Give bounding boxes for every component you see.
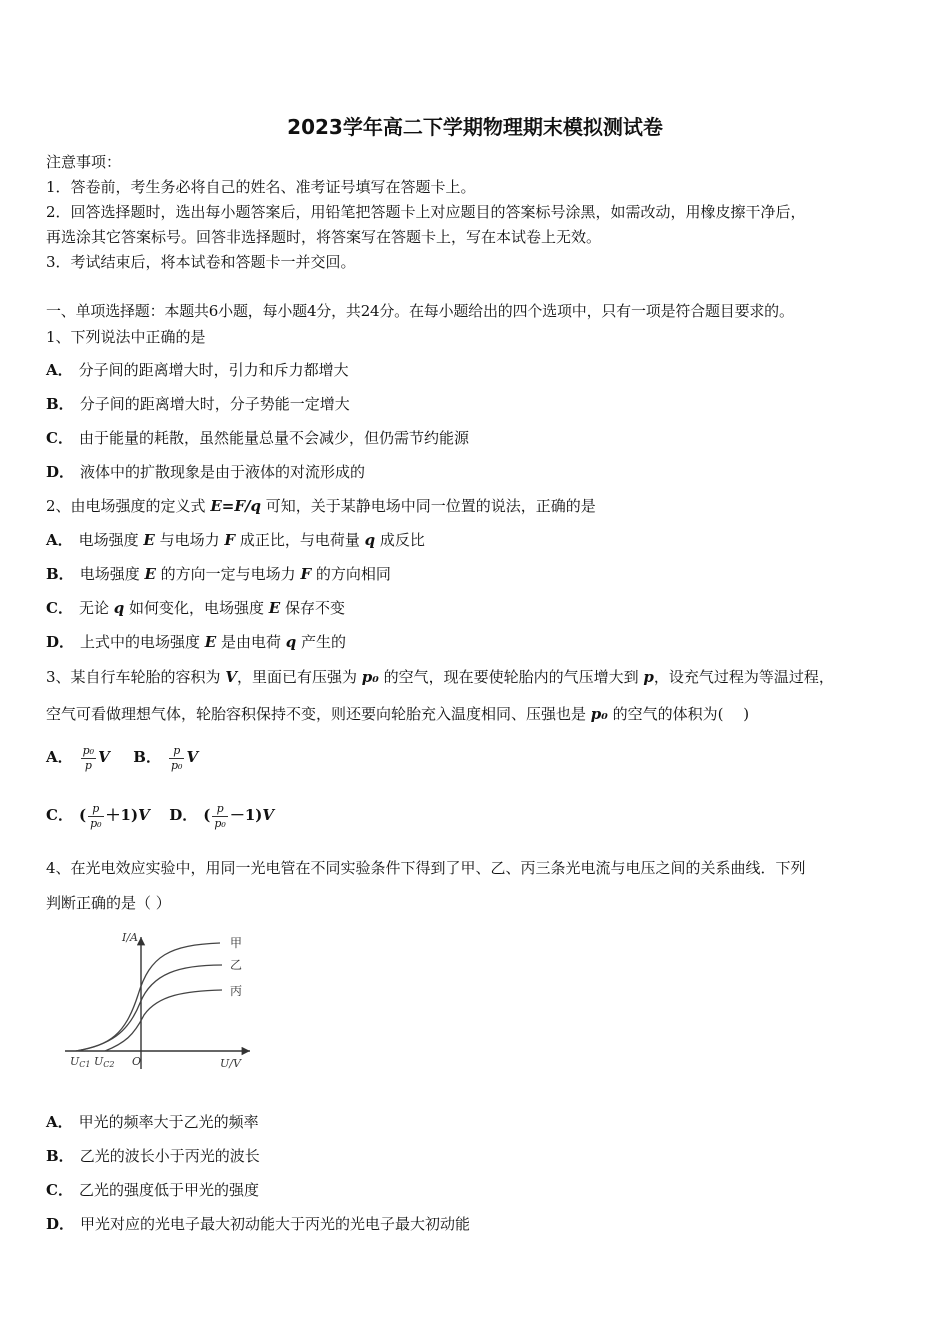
notice-item: 1．答卷前，考生务必将自己的姓名、准考证号填写在答题卡上。 [46, 178, 476, 196]
option-letter: B． [46, 565, 74, 583]
option-letter: A． [46, 531, 73, 549]
q2-option-b [46, 564, 391, 584]
option-letter: D． [46, 1215, 75, 1233]
uc1-subscript: C1 [79, 1060, 91, 1069]
option-text: 与电场力 [154, 531, 225, 549]
q2-option-c [46, 598, 345, 618]
section-heading: 一、单项选择题：本题共6小题，每小题4分，共24分。在每小题给出的四个选项中，只有一项是符合题目要求的。 [46, 302, 794, 320]
option-text: 由于能量的耗散，虽然能量总量不会减少，但仍需节约能源 [78, 429, 469, 447]
notice-item: 2．回答选择题时，选出每小题答案后，用铅笔把答题卡上对应题目的答案标号涂黑，如需改动，用橡皮擦干净后， [46, 203, 806, 221]
question-1-stem: 1、下列说法中正确的是 [46, 328, 206, 346]
uc2-subscript: C2 [103, 1060, 115, 1069]
paren: ( [78, 806, 87, 824]
denominator: p₀ [90, 816, 102, 830]
stem-text: ，设充气过程为等温过程， [653, 668, 834, 686]
option-letter: C． [46, 1181, 73, 1199]
denominator: p [84, 758, 92, 772]
option-text: 产生的 [296, 633, 347, 651]
symbol-V: V [98, 748, 110, 766]
option-text: 甲光的频率大于乙光的频率 [78, 1113, 259, 1131]
q4-option-b [46, 1146, 260, 1166]
uc1-symbol: U [70, 1055, 80, 1068]
q2-option-a [46, 530, 425, 550]
paren-tail: －1) [229, 806, 263, 824]
symbol-q: q [364, 531, 376, 549]
numerator: p [88, 802, 103, 817]
paren-tail: ＋1) [105, 806, 139, 824]
option-text: 乙光的波长小于丙光的波长 [79, 1147, 260, 1165]
symbol-E: E [144, 565, 156, 583]
q1-option-a [46, 360, 349, 380]
question-4-stem-line2: 判断正确的是（ ） [46, 894, 171, 912]
y-axis-label: I/A [122, 931, 138, 944]
option-letter: B． [46, 1147, 74, 1165]
option-text: 乙光的强度低于甲光的强度 [78, 1181, 259, 1199]
curve-label-yi: 乙 [230, 958, 243, 972]
notice-item: 再选涂其它答案标号。回答非选择题时，将答案写在答题卡上，写在本试卷上无效。 [46, 228, 602, 246]
option-text: 如何变化，电场强度 [124, 599, 269, 617]
option-text: 保存不变 [280, 599, 345, 617]
formula: E=F/q [210, 497, 261, 515]
option-letter: B． [46, 395, 74, 413]
symbol-p: p [643, 668, 654, 686]
option-text: 无论 [78, 599, 114, 617]
symbol-V: V [225, 668, 237, 686]
symbol-V: V [262, 806, 275, 824]
symbol-p0: p₀ [361, 668, 379, 686]
q1-option-b [46, 394, 350, 414]
option-letter: A． [46, 1113, 73, 1131]
option-text: 成反比 [375, 531, 425, 549]
numerator: p₀ [82, 743, 95, 757]
stem-text: 可知，关于某静电场中同一位置的说法，正确的是 [260, 497, 596, 515]
option-text: 液体中的扩散现象是由于液体的对流形成的 [80, 463, 366, 481]
option-text: 分子间的距离增大时，引力和斥力都增大 [78, 361, 349, 379]
q2-option-d [46, 632, 346, 652]
fraction [169, 744, 184, 773]
curve-label-bing: 丙 [230, 984, 243, 998]
option-letter: D． [46, 633, 75, 651]
symbol-q: q [285, 633, 297, 651]
uc1-label [70, 1055, 91, 1069]
option-text: 电场强度 [78, 531, 144, 549]
origin-label: O [132, 1055, 142, 1068]
denominator: p₀ [170, 758, 183, 772]
option-letter: C． [46, 599, 73, 617]
option-text: 的方向相同 [311, 565, 391, 583]
stem-text: 的空气的体积为( ) [607, 705, 750, 723]
q3-options-cd [46, 800, 274, 831]
curve-jia [76, 943, 220, 1051]
option-letter: A． [46, 748, 73, 766]
option-letter: C． [46, 429, 73, 447]
stem-text: ，里面已有压强为 [236, 668, 362, 686]
question-3-stem-line1 [46, 667, 834, 687]
option-text: 上式中的电场强度 [80, 633, 205, 651]
symbol-p0: p₀ [590, 705, 608, 723]
option-letter: A． [46, 361, 73, 379]
q4-option-a [46, 1112, 259, 1132]
stem-text: 的空气，现在要使轮胎内的气压增大到 [378, 668, 644, 686]
notice-heading: 注意事项： [46, 153, 122, 171]
option-text: 成正比，与电荷量 [235, 531, 365, 549]
uc2-symbol: U [94, 1055, 104, 1068]
option-text: 是由电荷 [216, 633, 286, 651]
symbol-F: F [224, 531, 236, 549]
stem-text: 3、某自行车轮胎的容积为 [46, 668, 226, 686]
symbol-F: F [300, 565, 312, 583]
q4-option-d [46, 1214, 470, 1234]
option-letter: B． [133, 748, 161, 766]
option-text: 电场强度 [79, 565, 145, 583]
question-3-stem-line2 [46, 704, 749, 724]
option-letter: D． [169, 806, 198, 824]
numerator: p [169, 744, 184, 759]
q3-options-ab [46, 742, 198, 773]
symbol-q: q [113, 599, 125, 617]
numerator: p [212, 802, 227, 817]
symbol-E: E [268, 599, 281, 617]
symbol-E: E [143, 531, 155, 549]
curve-bing [105, 990, 222, 1051]
option-text: 甲光对应的光电子最大初动能大于丙光的光电子最大初动能 [80, 1215, 471, 1233]
paren: ( [203, 806, 211, 824]
fraction [212, 802, 227, 831]
q4-option-c [46, 1180, 259, 1200]
stem-text: 空气可看做理想气体，轮胎容积保持不变，则还要向轮胎充入温度相同、压强也是 [46, 705, 591, 723]
symbol-V: V [186, 748, 199, 766]
symbol-E: E [204, 633, 217, 651]
denominator: p₀ [214, 816, 226, 830]
option-letter: C． [46, 806, 73, 824]
fraction [88, 802, 103, 831]
option-text: 的方向一定与电场力 [155, 565, 301, 583]
question-2-stem [46, 496, 596, 516]
page-title: 2023学年高二下学期物理期末模拟测试卷 [287, 115, 663, 139]
stem-text: 2、由电场强度的定义式 [46, 497, 211, 515]
question-4-stem-line1: 4、在光电效应实验中，用同一光电管在不同实验条件下得到了甲、乙、丙三条光电流与电压之间的关系曲线．下列 [46, 859, 806, 877]
curve-yi [76, 965, 222, 1051]
option-letter: D． [46, 463, 75, 481]
notice-item: 3．考试结束后，将本试卷和答题卡一并交回。 [46, 253, 356, 271]
option-text: 分子间的距离增大时，分子势能一定增大 [79, 395, 350, 413]
x-axis-label: U/V [220, 1057, 241, 1070]
curve-label-jia: 甲 [230, 936, 243, 950]
q1-option-d [46, 462, 365, 482]
q1-option-c [46, 428, 469, 448]
photoelectric-iv-figure [50, 925, 260, 1075]
uc2-label [94, 1055, 115, 1069]
symbol-V: V [138, 806, 150, 824]
fraction [81, 744, 96, 773]
